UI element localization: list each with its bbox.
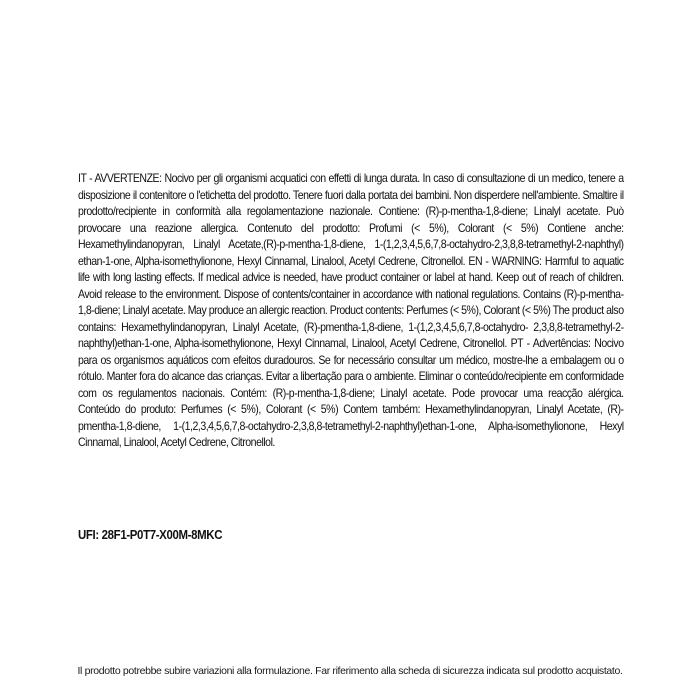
safety-label-block xyxy=(78,170,624,451)
formulation-disclaimer: Il prodotto potrebbe subire variazioni alla formulazione. Far riferimento alla scheda di sicurezza indicata sul prodotto acquistato. xyxy=(77,665,623,677)
ufi-code: UFI: 28F1-P0T7-X00M-8MKC xyxy=(78,527,223,542)
safety-warnings-text: IT - AVVERTENZE: Nocivo per gli organismi acquatici con effetti di lunga durata. In caso di consultazione di un medico, tenere a disposizione il contenitore o l'etichetta del prodotto. Tenere fuori dalla portata dei bambini. Non disperdere nell'ambiente. Smaltire il prodotto/recipiente in conformità alla regolamentazione nazionale. Contiene: (R)-p-mentha-1,8-diene; Linalyl acetate. Può provocare una reazione allergica. Contenuto del prodotto: Profumi (< 5%), Colorant (< 5%) Contiene anche: Hexamethylindanopyran, Linalyl Acetate,(R)-p-mentha-1,8-diene, 1-(1,2,3,4,5,6,7,8-octahydro-2,3,8,8-tetramethyl-2-naphthyl) ethan-1-one, Alpha-isomethylionone, Hexyl Cinnamal, Linalool, Acetyl Cedrene, Citronellol. EN - WARNING: Harmful to aquatic life with long lasting effects. If medical advice is needed, have product container or label at hand. Keep out of reach of children. Avoid release to the environment. Dispose of contents/container in accordance with national regulations. Contains (R)-p-mentha-1,8-diene; Linalyl acetate. May produce an allergic reaction. Product contents: Perfumes (< 5%), Colorant (< 5%) The product also contains: Hexamethylindanopyran, Linalyl Acetate, (R)-pmentha-1,8-diene, 1-(1,2,3,4,5,6,7,8-octahydro- 2,3,8,8-tetramethyl-2-naphthyl)ethan-1-one, Alpha-isomethylionone, Hexyl Cinnamal, Linalool, Acetyl Cedrene, Citronellol. PT - Advertências: Nocivo para os organismos aquáticos com efeitos duradouros. Se for necessário consultar um médico, mostre-lhe a embalagem ou o rótulo. Manter fora do alcance das crianças. Evitar a libertação para o ambiente. Eliminar o conteúdo/recipiente em conformidade com os regulamentos nacionais. Contém: (R)-p-mentha-1,8-diene; Linalyl acetate. Pode provocar uma reacção alérgica. Conteúdo do produto: Perfumes (< 5%), Colorant (< 5%) Contem também: Hexamethylindanopyran, Linalyl Acetate, (R)-pmentha-1,8-diene, 1-(1,2,3,4,5,6,7,8-octahydro-2,3,8,8-tetramethyl-2-naphthyl)ethan-1-one, Alpha-isomethylionone, Hexyl Cinnamal, Linalool, Acetyl Cedrene, Citronellol. xyxy=(78,171,624,449)
